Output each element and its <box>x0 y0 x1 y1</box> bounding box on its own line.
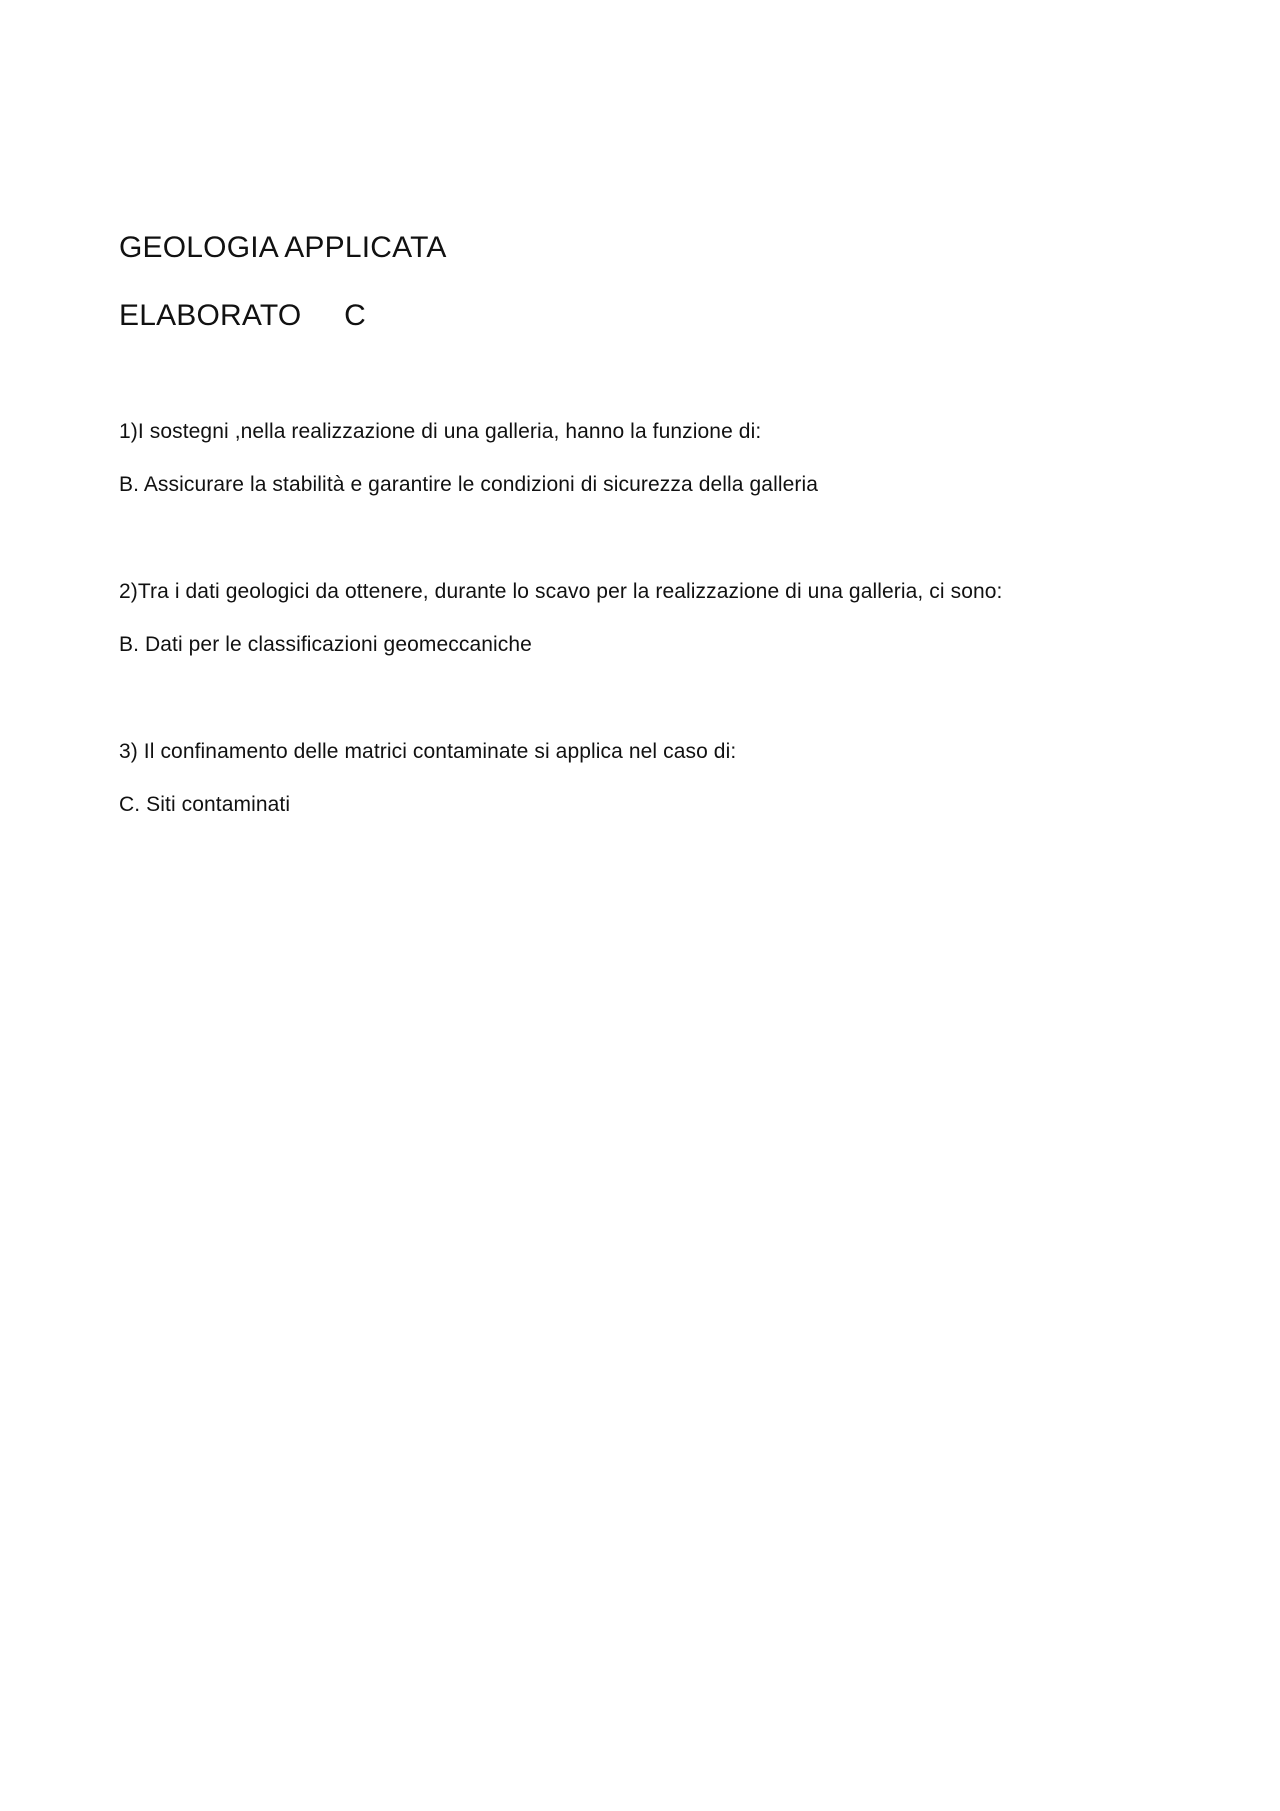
document-title: GEOLOGIA APPLICATA <box>119 231 447 264</box>
question-3: 3) Il confinamento delle matrici contaminate si applica nel caso di: <box>119 740 737 763</box>
question-2: 2)Tra i dati geologici da ottenere, durante lo scavo per la realizzazione di una galleria, ci sono: <box>119 580 1003 603</box>
document-subtitle: ELABORATO C <box>119 299 366 332</box>
answer-3: C. Siti contaminati <box>119 793 291 816</box>
question-1: 1)I sostegni ,nella realizzazione di una galleria, hanno la funzione di: <box>119 420 762 443</box>
answer-2: B. Dati per le classificazioni geomeccaniche <box>119 633 532 656</box>
answer-1: B. Assicurare la stabilità e garantire le condizioni di sicurezza della galleria <box>119 473 819 496</box>
